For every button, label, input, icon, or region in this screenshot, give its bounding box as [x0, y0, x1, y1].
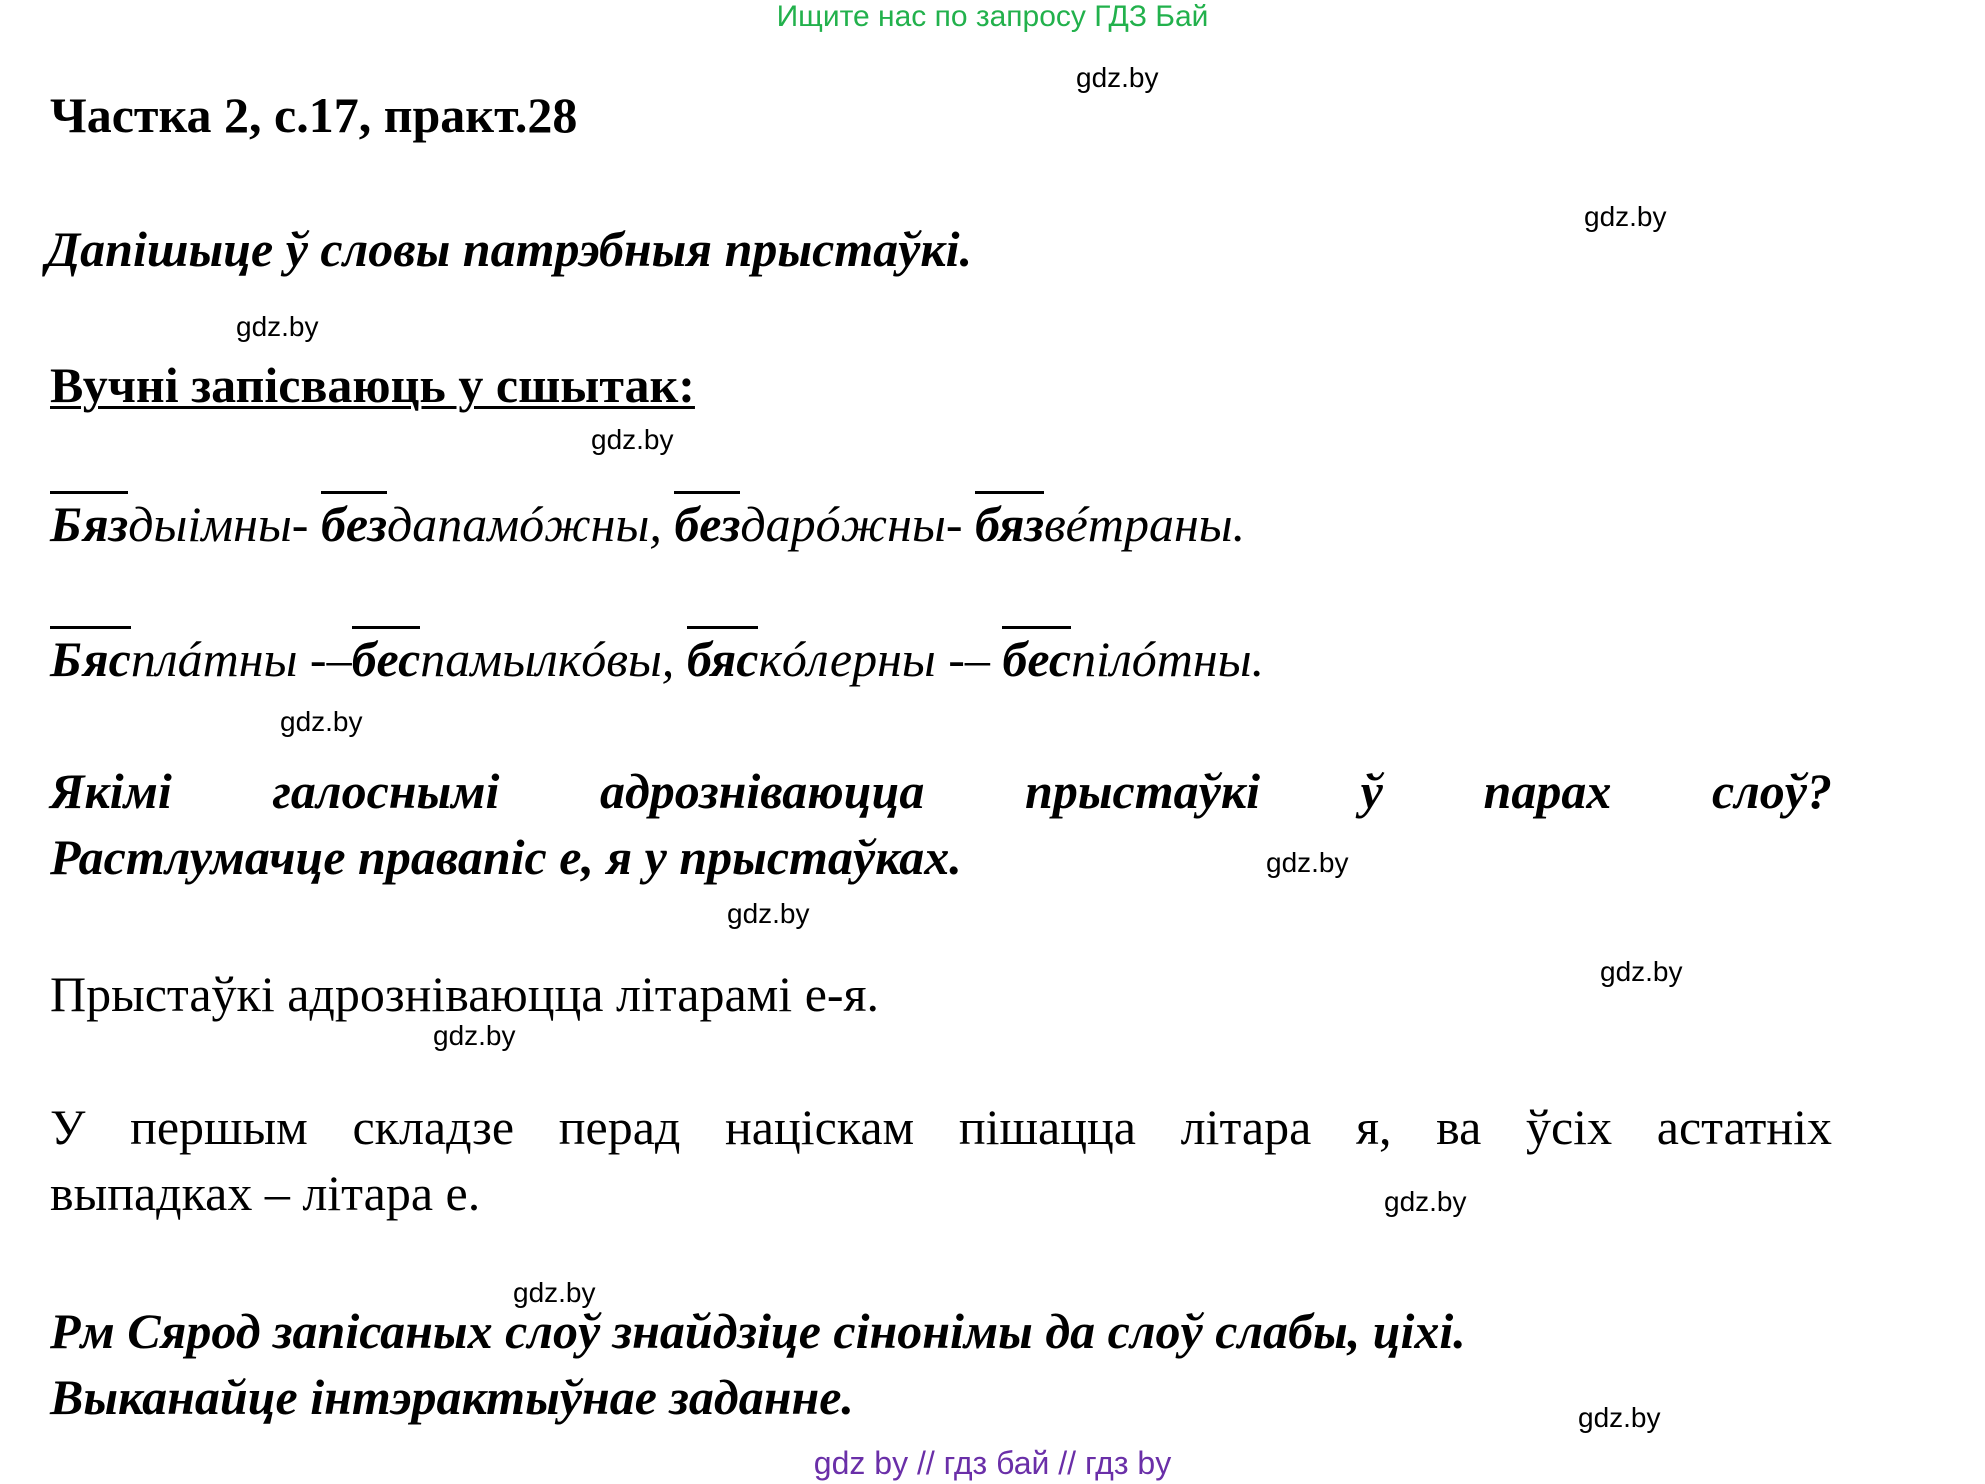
watermark: gdz.by — [280, 706, 363, 737]
watermark: gdz.by — [1266, 847, 1349, 878]
task-instruction-1: Дапішыце ў словы патрэбныя прыстаўкі. — [46, 221, 973, 277]
task-instruction-2-line-1: Якімі галоснымі адрозніваюцца прыстаўкі ў парах слоў? — [50, 763, 1832, 819]
watermark: gdz.by — [1584, 201, 1667, 232]
watermark: gdz.by — [236, 311, 319, 342]
answer-paragraph-2-line-1: У першым складзе перад націскам пішацца літара я, ва ўсіх астатніх — [50, 1099, 1832, 1155]
word-rest: памылкóвы, — [420, 631, 687, 687]
answer-line-1 — [50, 495, 1245, 553]
page-title: Частка 2, с.17, практ.28 — [50, 87, 578, 143]
watermark: gdz.by — [727, 898, 810, 929]
answer-paragraph-1: Прыстаўкі адрозніваюцца літарамі е-я. — [50, 966, 880, 1022]
word-prefix: без — [320, 496, 387, 552]
watermark: gdz.by — [591, 424, 674, 455]
search-banner: Ищите нас по запросу ГДЗ Бай — [776, 0, 1209, 33]
answer-line-2 — [50, 630, 1264, 688]
watermark: gdz.by — [1600, 956, 1683, 987]
word-rest: дапамóжны, — [386, 496, 675, 552]
task-instruction-3-line-1: Рм Сярод запісаных слоў знайдзіце сінонімы да слоў слабы, ціхі. — [50, 1303, 1466, 1359]
watermark: gdz.by — [433, 1020, 516, 1051]
watermark: gdz.by — [1578, 1402, 1661, 1433]
word-prefix: без — [674, 496, 741, 552]
section-subtitle: Вучні запісваюць у сшытак: — [50, 357, 695, 413]
watermark: gdz.by — [513, 1277, 596, 1308]
word-prefix: бес — [1002, 631, 1072, 687]
watermark: gdz.by — [1384, 1186, 1467, 1217]
word-prefix: бес — [351, 631, 421, 687]
footer-watermark: gdz by // гдз бай // гдз by — [813, 1445, 1172, 1481]
task-instruction-2-line-2: Растлумачце правапіс е, я у прыстаўках. — [50, 829, 962, 885]
word-rest: плáтны -– — [130, 631, 352, 687]
word-prefix: бяз — [974, 496, 1044, 552]
word-prefix: бяс — [686, 631, 759, 687]
answer-paragraph-2-line-2: выпадках – літара е. — [50, 1165, 481, 1221]
word-prefix: Бяз — [50, 496, 129, 552]
watermark: gdz.by — [1076, 62, 1159, 93]
word-rest: кóлерны -– — [758, 631, 1003, 687]
word-rest: пілóтны. — [1071, 631, 1265, 687]
task-instruction-3-line-2: Выканайце інтэрактыўнае заданне. — [50, 1369, 854, 1425]
word-prefix: Бяс — [50, 631, 131, 687]
word-rest: дыімны- — [128, 496, 321, 552]
word-rest: дарóжны- — [740, 496, 975, 552]
word-rest: вéтраны. — [1043, 496, 1246, 552]
